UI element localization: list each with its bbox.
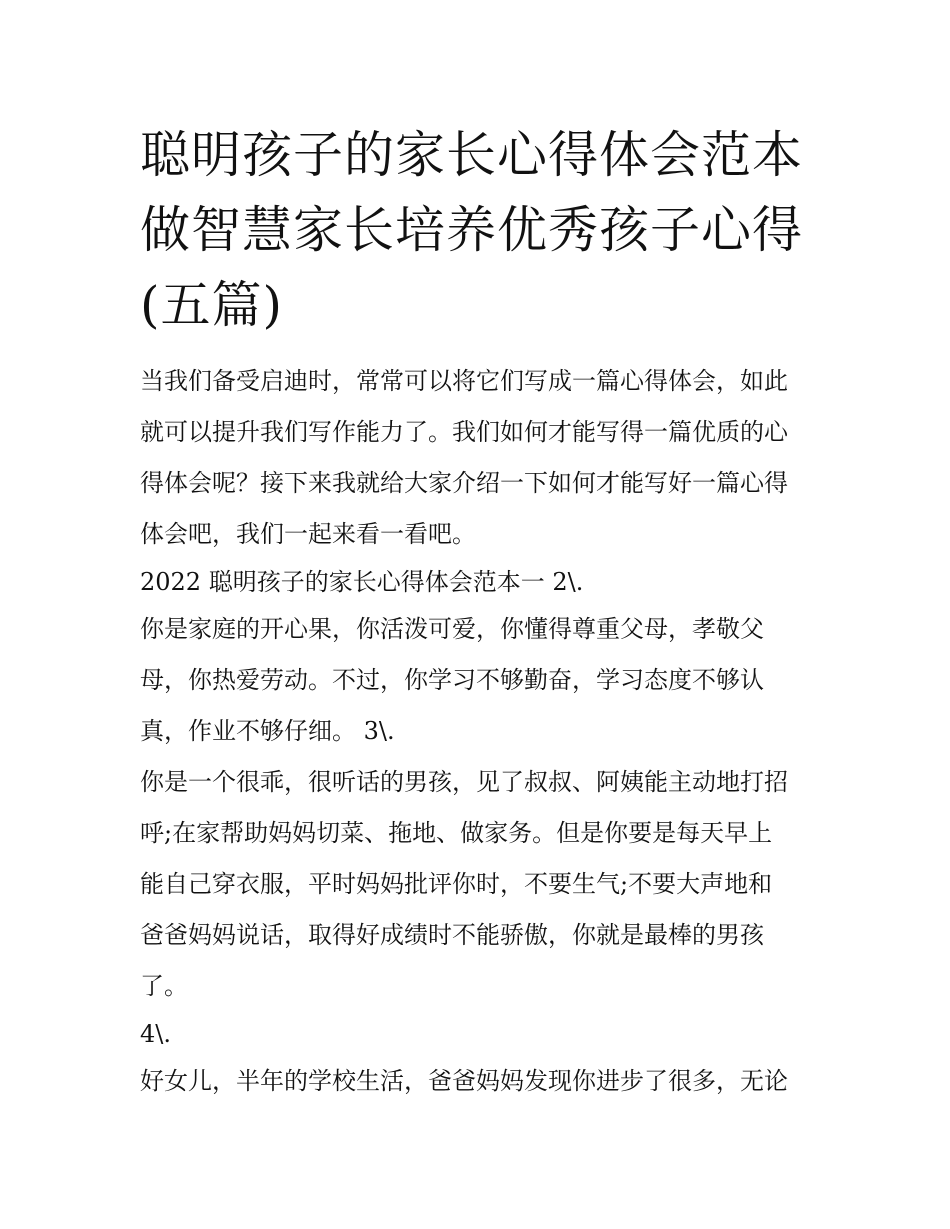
comment-paragraph-3 [140, 757, 830, 1012]
title-line-3: (五篇) [140, 276, 284, 334]
document-body [140, 356, 830, 1107]
paragraph-line: 呼;在家帮助妈妈切菜、拖地、做家务。但是你要是每天早上 [140, 819, 773, 847]
paragraph-line: 母，你热爱劳动。不过，你学习不够勤奋，学习态度不够认 [140, 666, 764, 694]
document-title [140, 118, 820, 343]
section-number [140, 1012, 830, 1056]
title-line-1: 聪明孩子的家长心得体会范本 [140, 126, 803, 184]
paragraph-line: 体会吧，我们一起来看一看吧。 [140, 520, 476, 548]
intro-paragraph [140, 356, 830, 560]
paragraph-line: 2022 聪明孩子的家长心得体会范本一 2\. [140, 568, 584, 596]
paragraph-line: 能自己穿衣服，平时妈妈批评你时，不要生气;不要大声地和 [140, 870, 773, 898]
paragraph-line: 了。 [140, 972, 188, 1000]
section-heading [140, 560, 830, 604]
comment-paragraph-2 [140, 604, 830, 757]
paragraph-line: 你是家庭的开心果，你活泼可爱，你懂得尊重父母，孝敬父 [140, 615, 764, 643]
comment-paragraph-4 [140, 1056, 830, 1107]
paragraph-line: 得体会呢？接下来我就给大家介绍一下如何才能写好一篇心得 [140, 469, 788, 497]
paragraph-line: 你是一个很乖，很听话的男孩，见了叔叔、阿姨能主动地打招 [140, 768, 788, 796]
paragraph-line: 就可以提升我们写作能力了。我们如何才能写得一篇优质的心 [140, 418, 788, 446]
paragraph-line: 爸爸妈妈说话，取得好成绩时不能骄傲，你就是最棒的男孩 [140, 921, 764, 949]
paragraph-line: 当我们备受启迪时，常常可以将它们写成一篇心得体会，如此 [140, 367, 788, 395]
title-line-2: 做智慧家长培养优秀孩子心得 [140, 201, 803, 259]
paragraph-line: 真，作业不够仔细。 3\. [140, 717, 395, 745]
paragraph-line: 好女儿，半年的学校生活，爸爸妈妈发现你进步了很多，无论 [140, 1067, 788, 1095]
paragraph-line: 4\. [140, 1020, 171, 1048]
